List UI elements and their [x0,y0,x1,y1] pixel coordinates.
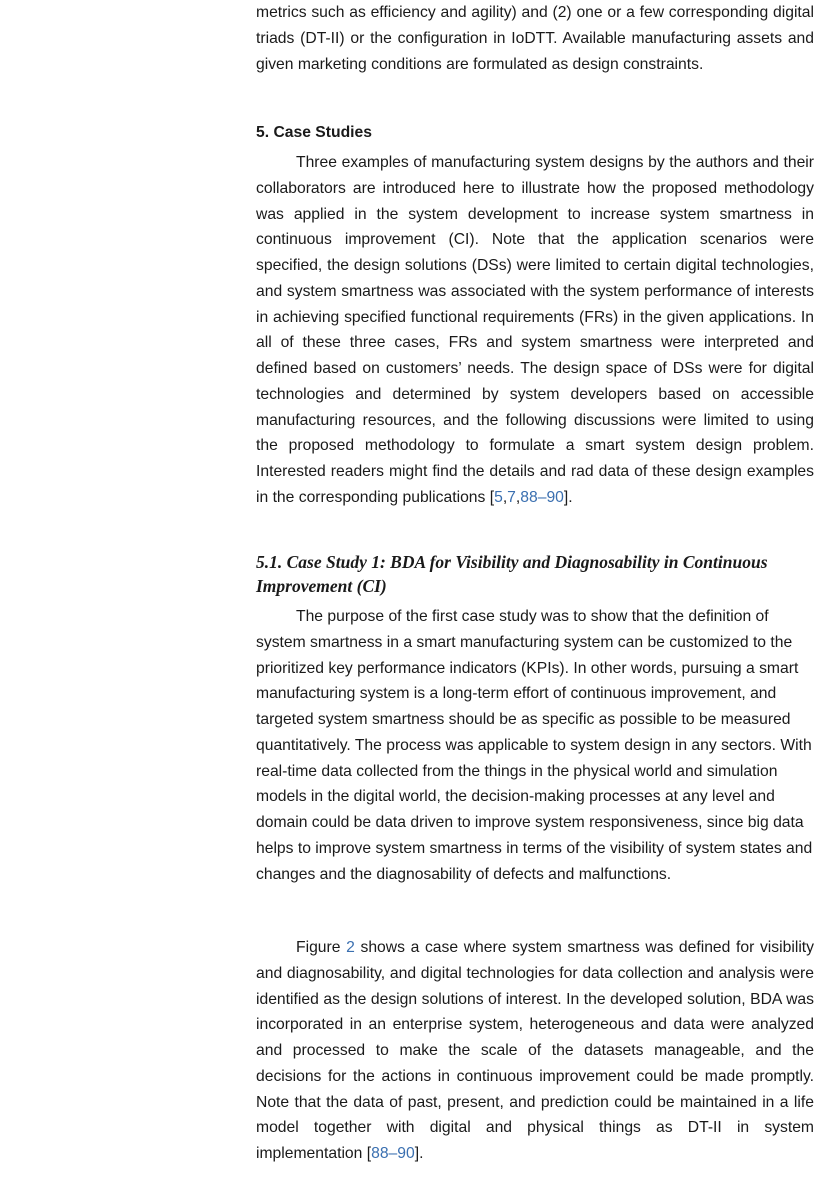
intro-paragraph [256,0,814,77]
section-heading: 5. Case Studies [256,124,372,141]
figure-text-start: Figure [296,939,347,956]
figure-link[interactable]: 2 [346,939,355,956]
figure-text-mid: shows a case where system smartness was defined for visibility and diagnosability, and digital technologies for data collection and analysis were identified as the design solutions of interest. In the developed solution, BDA was incorporated in an enterprise system, heterogeneous and data were analyzed and processed to make the scale of the datasets manageable, and the decisions for the actions in continuous improvement could be made promptly. Note that the data of past, present, and prediction could be maintained in a life model together with digital and physical things as DT-II in system implementation [ [256,939,815,1162]
section-paragraph [256,150,814,511]
case-study-paragraph [256,604,814,887]
subsection-heading: 5.1. Case Study 1: BDA for Visibility and Diagnosability in Continuous Improvement (CI) [256,552,768,596]
section-text: Three examples of manufacturing system designs by the authors and their collaborators are introduced here to illustrate how the proposed methodology was applied in the system development to increase system smartness in continuous improvement (CI). Note that the application scenarios were specified, the design solutions (DSs) were limited to certain digital technologies, and system smartness was associated with the system performance of interests in achieving specified functional requirements (FRs) in the given applications. In all of these three cases, FRs and system smartness were interpreted and defined based on customers’ needs. The design space of DSs were for digital technologies and determined by system developers based on accessible manufacturing resources, and the following discussions were limited to using the proposed methodology to formulate a smart system design problem. Interested readers might find the details and rad data of these design examples in the corresponding publications [ [256,154,814,506]
figure-description-paragraph [256,935,814,1167]
intro-text: metrics such as efficiency and agility) and (2) one or a few corresponding digital triads (DT-II) or the configuration in IoDTT. Available manufacturing assets and given marketing conditions are formulated as design constraints. [256,4,814,73]
citation-link[interactable]: 88–90 [371,1145,415,1162]
figure-text-end: ]. [414,1145,424,1162]
citation-link[interactable]: 7 [507,488,516,506]
citation-separator: , [502,488,508,506]
citation-link[interactable]: 88–90 [520,488,564,506]
citation-link[interactable]: 5 [494,488,503,506]
case-study-text: The purpose of the first case study was to show that the definition of system smartness in a smart manufacturing system can be customized to the prioritized key performance indicators (KPIs). In other words, pursuing a smart manufacturing system is a long-term effort of continuous improvement, and targeted system smartness should be as specific as possible to be measured quantitatively. The process was applicable to system design in any sectors. With real-time data collected from the things in the physical world and simulation models in the digital world, the decision-making processes at any level and domain could be data driven to improve system responsiveness, since big data helps to improve system smartness in terms of the visibility of system states and changes and the diagnosability of defects and malfunctions. [256,608,813,883]
section-text-end: ]. [563,488,573,506]
citation-separator: , [515,488,521,506]
